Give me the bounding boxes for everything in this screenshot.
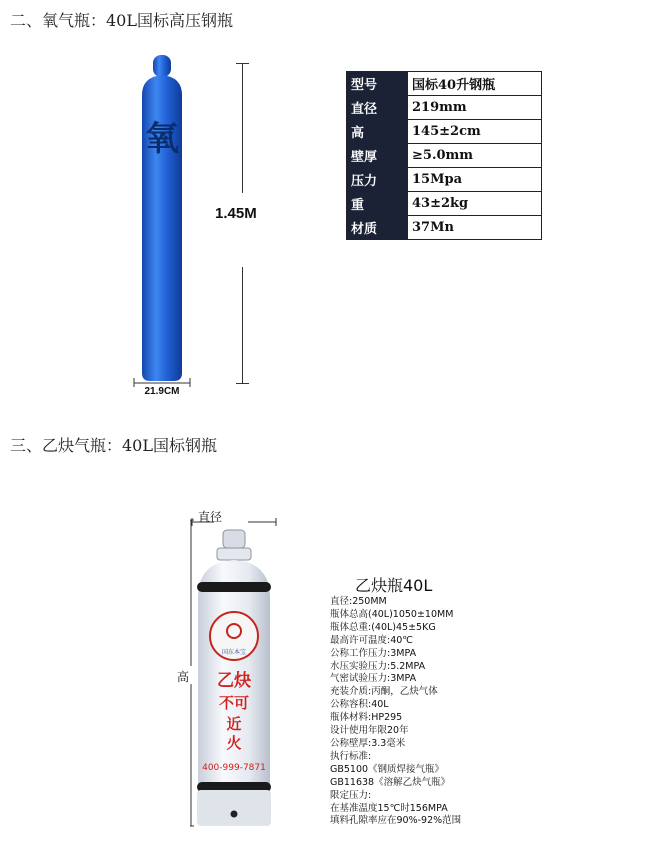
- list-item: 填料孔隙率应在90%-92%范围: [330, 815, 462, 827]
- list-item: 公称工作压力:3MPA: [330, 647, 417, 659]
- spec-value: 37Mn: [408, 216, 542, 240]
- list-item: 气密试验压力:3MPA: [330, 673, 417, 685]
- spec-key: 壁厚: [347, 144, 408, 168]
- list-item: 执行标准:: [330, 750, 372, 762]
- spec-value: 145±2cm: [408, 120, 542, 144]
- cylinder-character-oxygen: 氧: [145, 119, 179, 159]
- diameter-label: 21.9CM: [144, 386, 180, 397]
- cylinder-text-line: 火: [226, 734, 242, 752]
- spec-value: 43±2kg: [408, 192, 542, 216]
- acetylene-diameter-label: 直径: [198, 510, 223, 524]
- spec-key: 高: [347, 120, 408, 144]
- list-item: 瓶体材料:HP295: [330, 712, 403, 724]
- spec-key: 型号: [347, 72, 408, 96]
- spec-value: 国标40升钢瓶: [408, 72, 542, 96]
- oxygen-cylinder-image: [132, 55, 192, 385]
- spec-value: ≥5.0mm: [408, 144, 542, 168]
- spec-key: 重: [347, 192, 408, 216]
- table-row: [347, 192, 542, 216]
- table-row: [347, 96, 542, 120]
- spec-key: 材质: [347, 216, 408, 240]
- acetylene-spec-list: [330, 596, 461, 828]
- spec-value: 15Mpa: [408, 168, 542, 192]
- cylinder-text-line: 不可: [218, 694, 250, 712]
- spec-key: 压力: [347, 168, 408, 192]
- acetylene-height-label: 高: [177, 670, 190, 684]
- table-row: [347, 216, 542, 240]
- table-row: [347, 168, 542, 192]
- list-item: GB11638《溶解乙炔气瓶》: [330, 776, 451, 788]
- oxygen-spec-table: [346, 71, 542, 240]
- list-item: 最高许可温度:40℃: [330, 634, 413, 646]
- cylinder-phone: 400-999-7871: [202, 763, 266, 773]
- list-item: 瓶体总重:(40L)45±5KG: [330, 621, 436, 633]
- spec-key: 直径: [347, 96, 408, 120]
- acetylene-spec-title: 乙炔瓶40L: [355, 576, 433, 595]
- list-item: 公称容积:40L: [330, 699, 389, 711]
- section-heading-oxygen: 二、氧气瓶：40L国标高压钢瓶: [10, 11, 233, 30]
- list-item: 公称壁厚:3.3毫米: [330, 737, 406, 749]
- cylinder-text-line: 近: [226, 715, 242, 733]
- height-label: 1.45M: [215, 205, 257, 222]
- list-item: 设计使用年限20年: [330, 725, 409, 737]
- list-item: 限定压力:: [330, 789, 372, 801]
- height-dimension-line: [242, 63, 243, 383]
- list-item: GB5100《钢质焊接气瓶》: [330, 763, 445, 775]
- cylinder-text-line: 乙炔: [217, 671, 251, 691]
- spec-value: 219mm: [408, 96, 542, 120]
- list-item: 瓶体总高(40L)1050±10MM: [330, 608, 454, 620]
- table-row: [347, 72, 542, 96]
- list-item: 直径:250MM: [330, 596, 387, 607]
- list-item: 水压实验压力:5.2MPA: [330, 660, 426, 672]
- acetylene-cylinder-image: [190, 518, 290, 834]
- cylinder-logo: 国东本宝: [221, 649, 247, 656]
- table-row: [347, 120, 542, 144]
- list-item: 充装介质:丙酮，乙炔气体: [330, 686, 438, 698]
- list-item: 在基准温度15℃时156MPA: [330, 802, 448, 814]
- section-heading-acetylene: 三、乙炔气瓶：40L国标钢瓶: [10, 436, 217, 455]
- table-row: [347, 144, 542, 168]
